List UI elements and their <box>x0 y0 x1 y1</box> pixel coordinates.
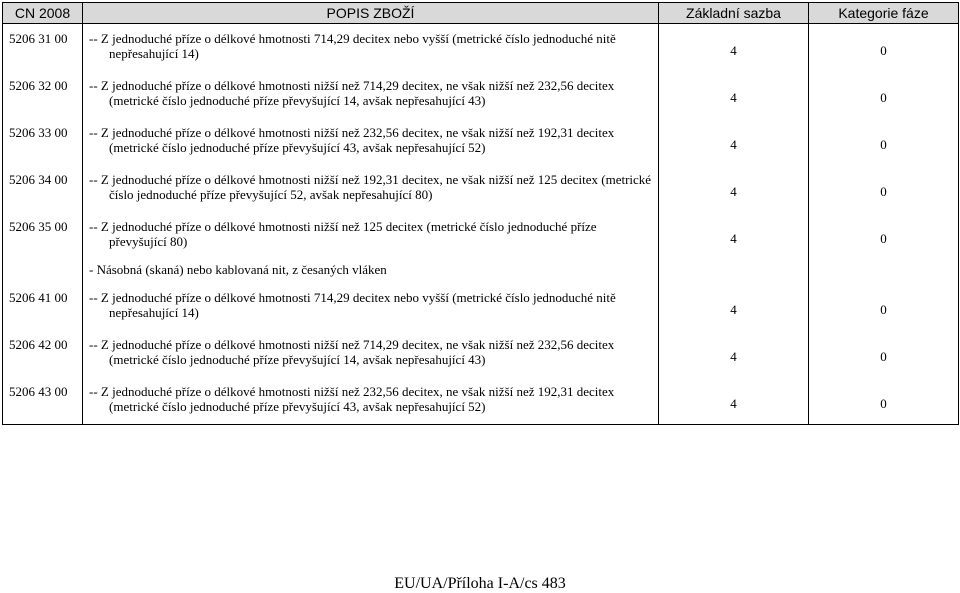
cn-code: 5206 32 00 <box>3 71 83 118</box>
cn-code: 5206 43 00 <box>3 377 83 425</box>
cn-code: 5206 42 00 <box>3 330 83 377</box>
header-description: POPIS ZBOŽÍ <box>83 3 659 24</box>
section-heading-row <box>3 259 959 283</box>
description-text: -- Z jednoduché příze o délkové hmotnosti nižší než 714,29 decitex, ne však nižší než 232,56 decitex (metrické číslo jednoduché příze převyšující 14, avšak nepřesahující 43) <box>89 337 615 367</box>
tariff-table <box>2 2 959 425</box>
base-rate: 4 <box>659 330 809 377</box>
cn-code: 5206 34 00 <box>3 165 83 212</box>
description <box>83 330 659 377</box>
base-rate: 4 <box>659 71 809 118</box>
base-rate: 4 <box>659 118 809 165</box>
section-heading: - Násobná (skaná) nebo kablovaná nit, z česaných vláken <box>83 259 659 283</box>
description <box>83 24 659 72</box>
description <box>83 377 659 425</box>
description <box>83 165 659 212</box>
description <box>83 118 659 165</box>
base-rate <box>659 259 809 283</box>
header-cn-code: CN 2008 <box>3 3 83 24</box>
staging-category: 0 <box>809 212 959 259</box>
staging-category: 0 <box>809 283 959 330</box>
header-staging-category: Kategorie fáze <box>809 3 959 24</box>
page-footer: EU/UA/Příloha I-A/cs 483 <box>394 575 566 592</box>
description-text: -- Z jednoduché příze o délkové hmotnosti 714,29 decitex nebo vyšší (metrické číslo jednoduché nitě nepřesahující 14) <box>89 290 616 320</box>
cn-code: 5206 33 00 <box>3 118 83 165</box>
cn-code <box>3 259 83 283</box>
description-text: -- Z jednoduché příze o délkové hmotnosti nižší než 714,29 decitex, ne však nižší než 232,56 decitex (metrické číslo jednoduché příze převyšující 14, avšak nepřesahující 43) <box>89 78 615 108</box>
description <box>83 212 659 259</box>
table-header-row <box>3 3 959 24</box>
description-text: -- Z jednoduché příze o délkové hmotnosti 714,29 decitex nebo vyšší (metrické číslo jednoduché nitě nepřesahující 14) <box>89 31 616 61</box>
description <box>83 71 659 118</box>
staging-category: 0 <box>809 165 959 212</box>
table-row <box>3 24 959 72</box>
description-text: -- Z jednoduché příze o délkové hmotnosti nižší než 232,56 decitex, ne však nižší než 192,31 decitex (metrické číslo jednoduché příze převyšující 43, avšak nepřesahující 52) <box>89 384 615 414</box>
cn-code: 5206 31 00 <box>3 24 83 72</box>
table-row <box>3 71 959 118</box>
base-rate: 4 <box>659 377 809 425</box>
table-row <box>3 212 959 259</box>
staging-category: 0 <box>809 24 959 72</box>
table-row <box>3 118 959 165</box>
description-text: -- Z jednoduché příze o délkové hmotnosti nižší než 192,31 decitex, ne však nižší než 125 decitex (metrické číslo jednoduché příze převyšující 52, avšak nepřesahující 80) <box>89 172 652 202</box>
cn-code: 5206 41 00 <box>3 283 83 330</box>
staging-category: 0 <box>809 71 959 118</box>
table-row <box>3 165 959 212</box>
base-rate: 4 <box>659 24 809 72</box>
description-text: -- Z jednoduché příze o délkové hmotnosti nižší než 232,56 decitex, ne však nižší než 192,31 decitex (metrické číslo jednoduché příze převyšující 43, avšak nepřesahující 52) <box>89 125 615 155</box>
staging-category: 0 <box>809 377 959 425</box>
description-text: -- Z jednoduché příze o délkové hmotnosti nižší než 125 decitex (metrické číslo jednoduché příze převyšující 80) <box>89 219 597 249</box>
base-rate: 4 <box>659 212 809 259</box>
base-rate: 4 <box>659 283 809 330</box>
cn-code: 5206 35 00 <box>3 212 83 259</box>
description <box>83 283 659 330</box>
header-base-rate: Základní sazba <box>659 3 809 24</box>
base-rate: 4 <box>659 165 809 212</box>
table-row <box>3 330 959 377</box>
staging-category: 0 <box>809 330 959 377</box>
staging-category: 0 <box>809 118 959 165</box>
staging-category <box>809 259 959 283</box>
table-row <box>3 377 959 425</box>
table-row <box>3 283 959 330</box>
